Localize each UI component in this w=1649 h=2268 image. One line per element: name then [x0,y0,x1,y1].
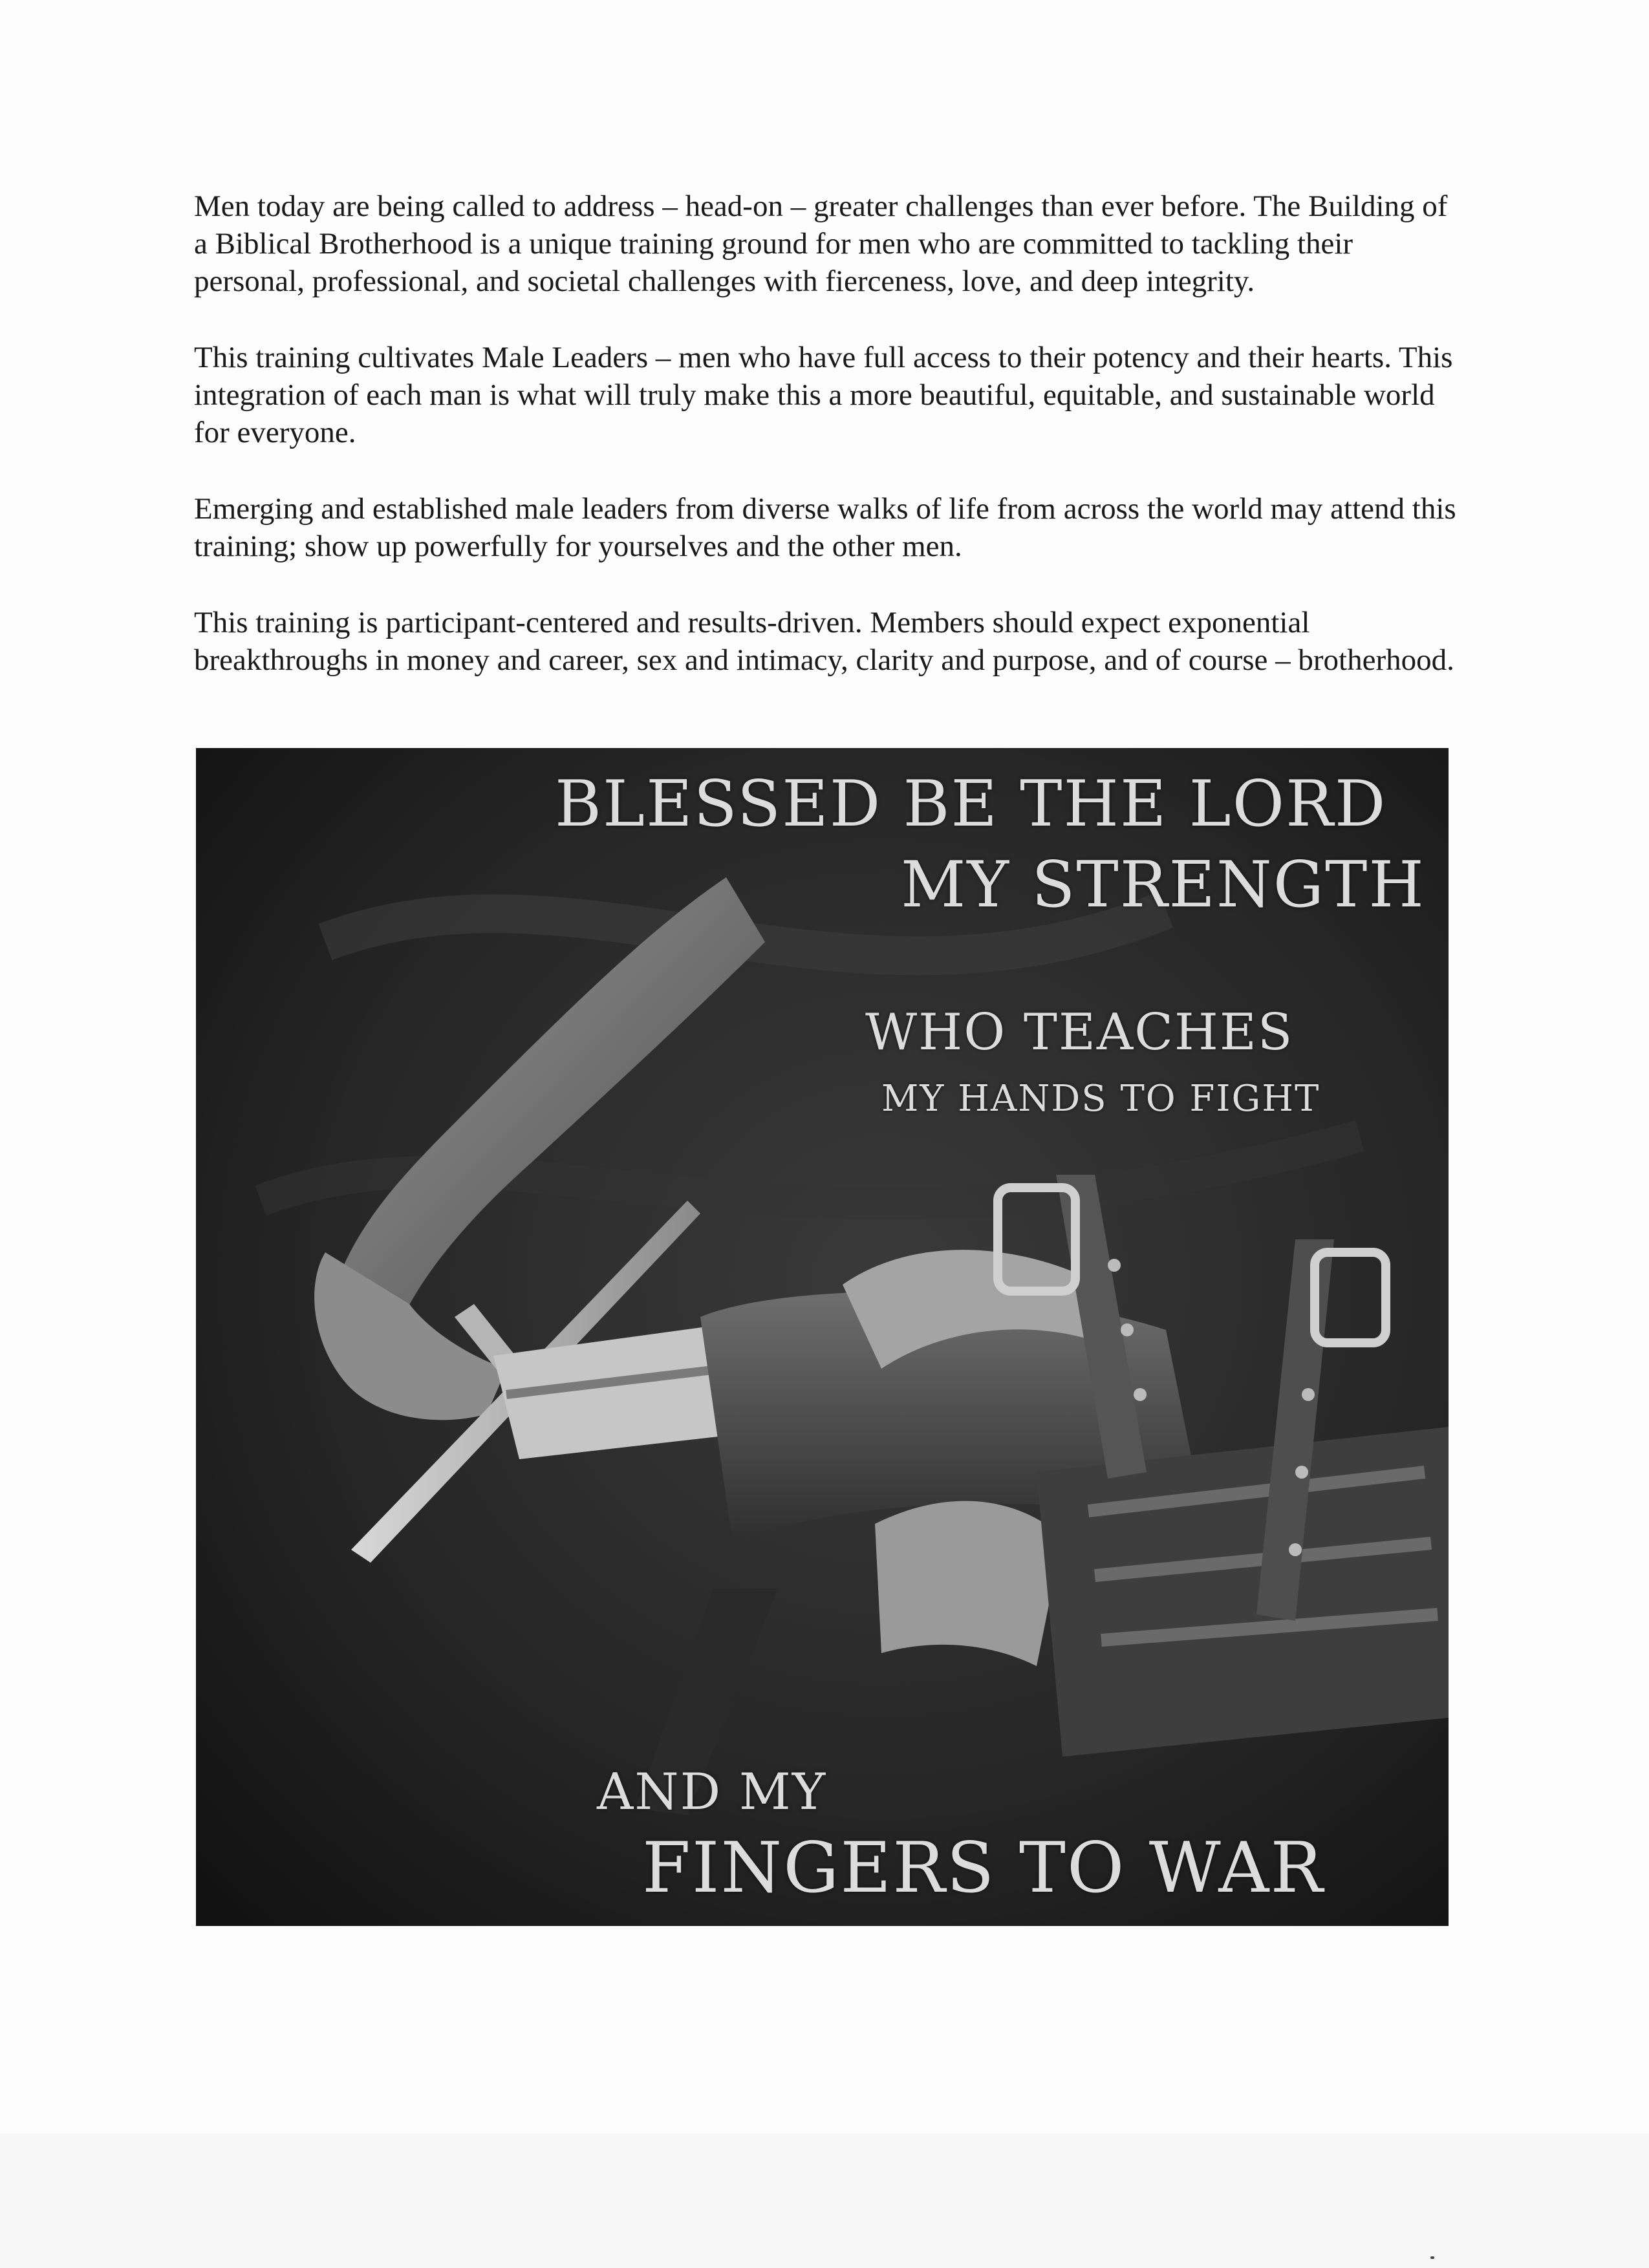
scripture-poster-image [196,748,1449,1926]
paragraph-4: This training is participant-centered and results-driven. Members should expect exponential breakthroughs in money and career, sex and intimacy, clarity and purpose, and of course – brotherhood. [194,606,1454,677]
strap-rivet [1121,1323,1134,1336]
poster-caption-line-6: FINGERS TO WAR [642,1828,1324,1909]
strap-rivet [1108,1259,1121,1272]
strap-rivet [1295,1466,1308,1479]
poster-caption-line-3: WHO TEACHES [865,1003,1294,1062]
paragraph-1: Men today are being called to address – head-on – greater challenges than ever before. The Building of a Biblical Brotherhood is a unique training ground for men who are committed to tackling their personal, professional, and societal challenges with fierceness, love, and deep integrity. [194,189,1448,298]
poster-artwork [196,748,1449,1926]
paragraph-3: Emerging and established male leaders from diverse walks of life from across the world may attend this training; show up powerfully for yourselves and the other men. [194,492,1456,563]
strap-rivet [1289,1543,1302,1556]
poster-caption-line-2: MY STRENGTH [901,848,1425,922]
intro-text-block [194,187,1461,718]
scan-speck [1430,2256,1434,2259]
poster-caption-line-1: BLESSED BE THE LORD [555,767,1387,841]
strap-rivet [1302,1388,1315,1401]
right-fingers [875,1501,1062,1666]
scan-bottom-band [0,2134,1649,2268]
strap-rivet [1134,1388,1147,1401]
paragraph-2: This training cultivates Male Leaders – men who have full access to their potency and their hearts. This integration of each man is what will truly make this a more beautiful, equitable, and sustainable world for everyone. [194,341,1453,449]
poster-caption-line-5: AND MY [597,1763,827,1821]
poster-caption-line-4: MY HANDS TO FIGHT [881,1078,1320,1120]
